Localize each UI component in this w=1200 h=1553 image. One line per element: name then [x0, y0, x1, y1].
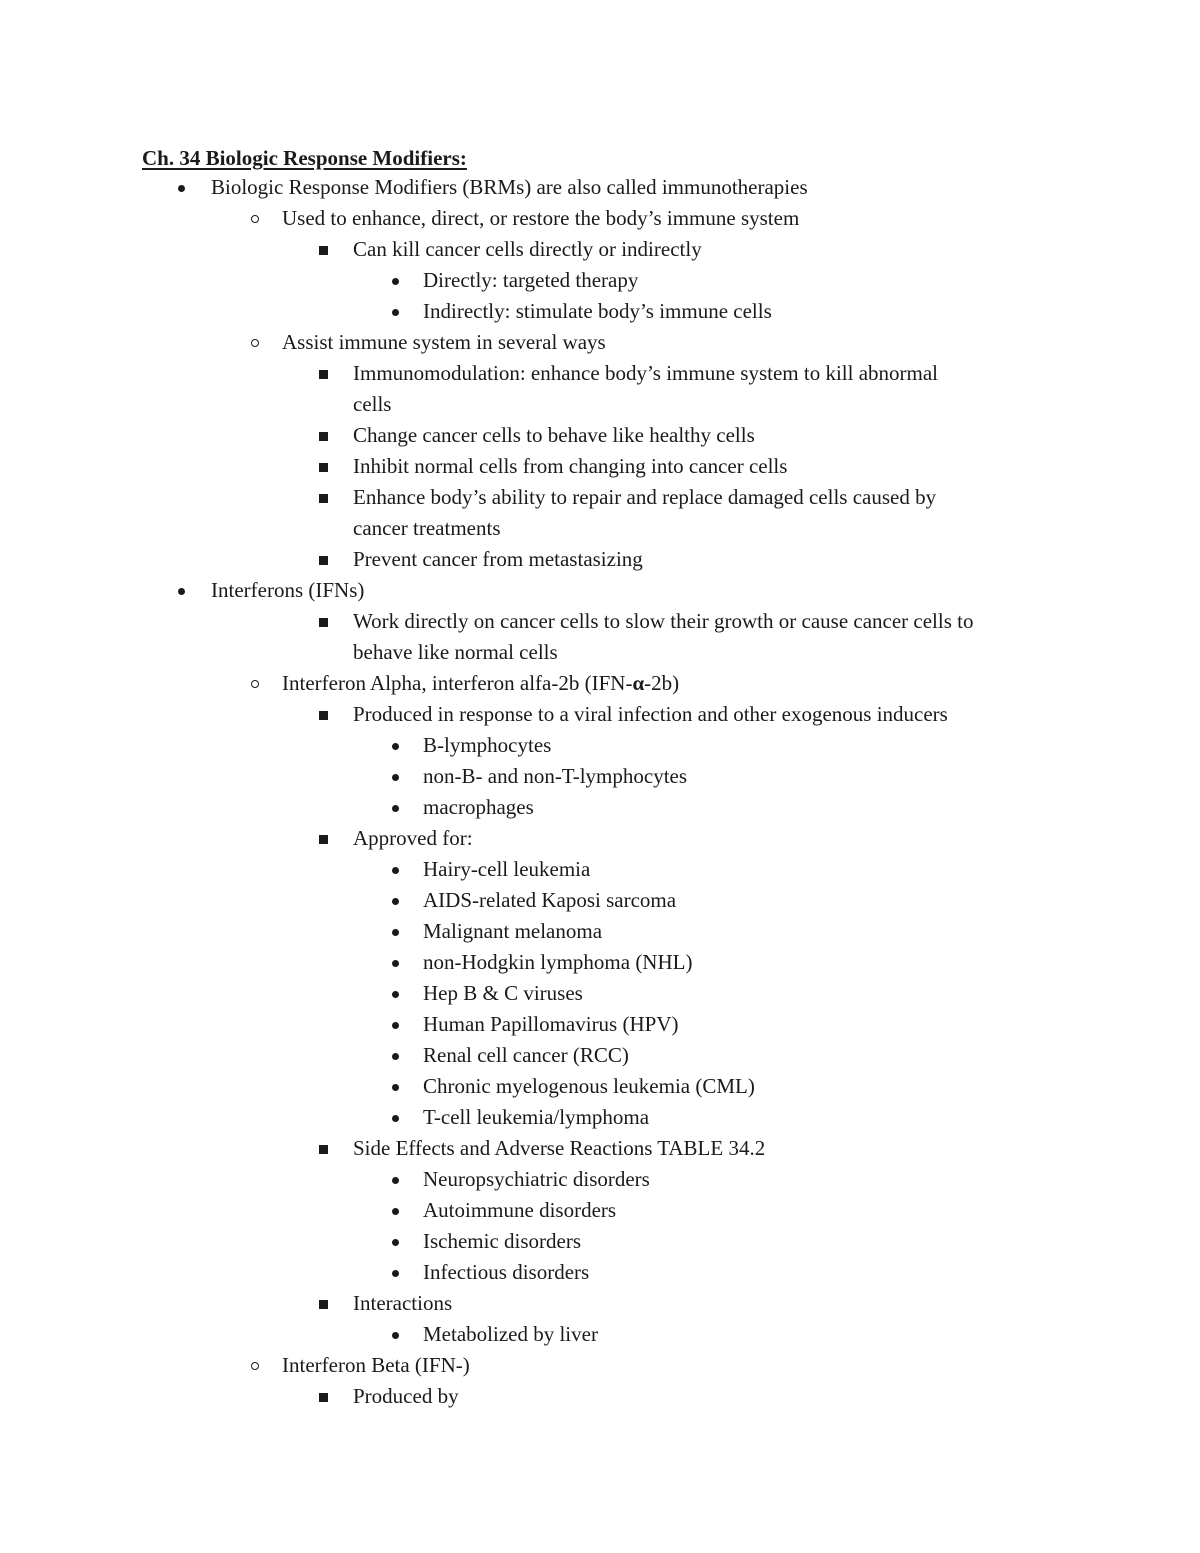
bullet-dot-icon: [392, 960, 399, 967]
list-item-continuation: [353, 389, 391, 420]
list-item: [353, 420, 755, 451]
bullet-square-icon: [319, 1145, 328, 1154]
bullet-dot-icon: [392, 278, 399, 285]
list-item: [423, 885, 676, 916]
list-item: [423, 1009, 678, 1040]
list-item-text: Immunomodulation: enhance body’s immune system to kill abnormal: [353, 361, 938, 385]
list-item-text: Chronic myelogenous leukemia (CML): [423, 1074, 755, 1098]
bullet-circle-icon: [251, 215, 259, 223]
bullet-dot-icon: [392, 1208, 399, 1215]
list-item-text: Renal cell cancer (RCC): [423, 1043, 629, 1067]
list-item-text: Metabolized by liver: [423, 1322, 598, 1346]
list-item: [353, 358, 938, 389]
list-item-text: Hep B & C viruses: [423, 981, 583, 1005]
list-item: [353, 1133, 765, 1164]
list-item-text: Autoimmune disorders: [423, 1198, 617, 1222]
document-title: Ch. 34 Biologic Response Modifiers:: [142, 146, 467, 170]
alpha-symbol: α: [632, 671, 645, 695]
list-item-text: Hairy-cell leukemia: [423, 857, 591, 881]
bullet-dot-icon: [392, 1115, 399, 1122]
bullet-dot-icon: [392, 743, 399, 750]
list-item: [282, 668, 679, 699]
list-item: [353, 823, 473, 854]
list-item: [423, 1071, 755, 1102]
list-item: [353, 544, 643, 575]
list-item: [423, 947, 692, 978]
bullet-dot-icon: [392, 1270, 399, 1277]
list-item: [423, 854, 590, 885]
bullet-square-icon: [319, 1300, 328, 1309]
bullet-circle-icon: [251, 1362, 259, 1370]
bullet-square-icon: [319, 432, 328, 441]
list-item-text: Malignant melanoma: [423, 919, 603, 943]
list-item: [211, 575, 364, 606]
list-item: [282, 203, 799, 234]
list-item-text: Infectious disorders: [423, 1260, 590, 1284]
list-item-text: AIDS-related Kaposi sarcoma: [423, 888, 677, 912]
list-item: [423, 296, 772, 327]
bullet-square-icon: [319, 711, 328, 720]
bullet-square-icon: [319, 556, 328, 565]
list-item: [282, 1350, 470, 1381]
bullet-dot-icon: [178, 588, 185, 595]
list-item-text: non-Hodgkin lymphoma (NHL): [423, 950, 693, 974]
list-item: [423, 792, 534, 823]
list-item-text: Enhance body’s ability to repair and replace damaged cells caused by: [353, 485, 937, 509]
list-item-text: behave like normal cells: [353, 640, 558, 664]
list-item-text: macrophages: [423, 795, 534, 819]
list-item: [423, 1102, 649, 1133]
bullet-dot-icon: [392, 1022, 399, 1029]
bullet-dot-icon: [392, 774, 399, 781]
list-item: [353, 1288, 452, 1319]
list-item-text: Prevent cancer from metastasizing: [353, 547, 643, 571]
list-item: [423, 730, 551, 761]
list-item-text: Assist immune system in several ways: [282, 330, 606, 354]
list-item-continuation: [353, 637, 558, 668]
list-item-text: T-cell leukemia/lymphoma: [423, 1105, 650, 1129]
list-item-text: cancer treatments: [353, 516, 501, 540]
list-item: [353, 234, 702, 265]
list-item: [423, 1257, 589, 1288]
list-item: [353, 699, 948, 730]
list-item-text: Change cancer cells to behave like healthy cells: [353, 423, 755, 447]
list-item: [423, 265, 638, 296]
list-item: [423, 1319, 598, 1350]
bullet-dot-icon: [392, 1053, 399, 1060]
list-item: [282, 327, 606, 358]
list-item: [423, 1040, 629, 1071]
list-item: [423, 1226, 581, 1257]
bullet-square-icon: [319, 1393, 328, 1402]
bullet-dot-icon: [392, 929, 399, 936]
bullet-square-icon: [319, 463, 328, 472]
list-item-text: Ischemic disorders: [423, 1229, 582, 1253]
bullet-dot-icon: [392, 1239, 399, 1246]
list-item: [211, 172, 808, 203]
bullet-circle-icon: [251, 339, 259, 347]
list-item-suffix: -2b): [644, 671, 680, 695]
list-item-text: Interferons (IFNs): [211, 578, 365, 602]
list-item: [423, 1164, 650, 1195]
list-item-text: Work directly on cancer cells to slow their growth or cause cancer cells to: [353, 609, 974, 633]
list-item-text: Produced by: [353, 1384, 459, 1408]
list-item-text: Can kill cancer cells directly or indirectly: [353, 237, 702, 261]
list-item: [423, 761, 687, 792]
list-item: [353, 482, 936, 513]
bullet-circle-icon: [251, 680, 259, 688]
bullet-dot-icon: [392, 1332, 399, 1339]
list-item-text: Interferon Beta (IFN-): [282, 1353, 470, 1377]
list-item-text: B-lymphocytes: [423, 733, 552, 757]
list-item-text: Produced in response to a viral infection and other exogenous inducers: [353, 702, 948, 726]
bullet-dot-icon: [392, 991, 399, 998]
list-item-text: Human Papillomavirus (HPV): [423, 1012, 679, 1036]
list-item: [423, 1195, 616, 1226]
bullet-square-icon: [319, 494, 328, 503]
list-item: [423, 978, 583, 1009]
list-item-text: Directly: targeted therapy: [423, 268, 639, 292]
bullet-dot-icon: [392, 898, 399, 905]
list-item-text: cells: [353, 392, 392, 416]
bullet-dot-icon: [392, 309, 399, 316]
list-item-text: Indirectly: stimulate body’s immune cells: [423, 299, 772, 323]
list-item-text: Interferon Alpha, interferon alfa-2b (IFN-: [282, 671, 633, 695]
list-item: [353, 606, 973, 637]
list-item-text: Inhibit normal cells from changing into cancer cells: [353, 454, 788, 478]
list-item-text: Interactions: [353, 1291, 453, 1315]
bullet-square-icon: [319, 246, 328, 255]
bullet-square-icon: [319, 618, 328, 627]
bullet-dot-icon: [392, 1177, 399, 1184]
list-item-continuation: [353, 513, 501, 544]
list-item-text: Neuropsychiatric disorders: [423, 1167, 650, 1191]
list-item-text: Side Effects and Adverse Reactions TABLE 34.2: [353, 1136, 766, 1160]
list-item-text: Approved for:: [353, 826, 473, 850]
bullet-dot-icon: [392, 805, 399, 812]
list-item-text: Used to enhance, direct, or restore the body’s immune system: [282, 206, 800, 230]
list-item: [353, 1381, 459, 1412]
bullet-square-icon: [319, 370, 328, 379]
bullet-dot-icon: [392, 1084, 399, 1091]
bullet-square-icon: [319, 835, 328, 844]
list-item: [423, 916, 602, 947]
list-item-text: Biologic Response Modifiers (BRMs) are also called immunotherapies: [211, 175, 808, 199]
list-item-text: non-B- and non-T-lymphocytes: [423, 764, 688, 788]
bullet-dot-icon: [178, 185, 185, 192]
list-item: [353, 451, 787, 482]
bullet-dot-icon: [392, 867, 399, 874]
